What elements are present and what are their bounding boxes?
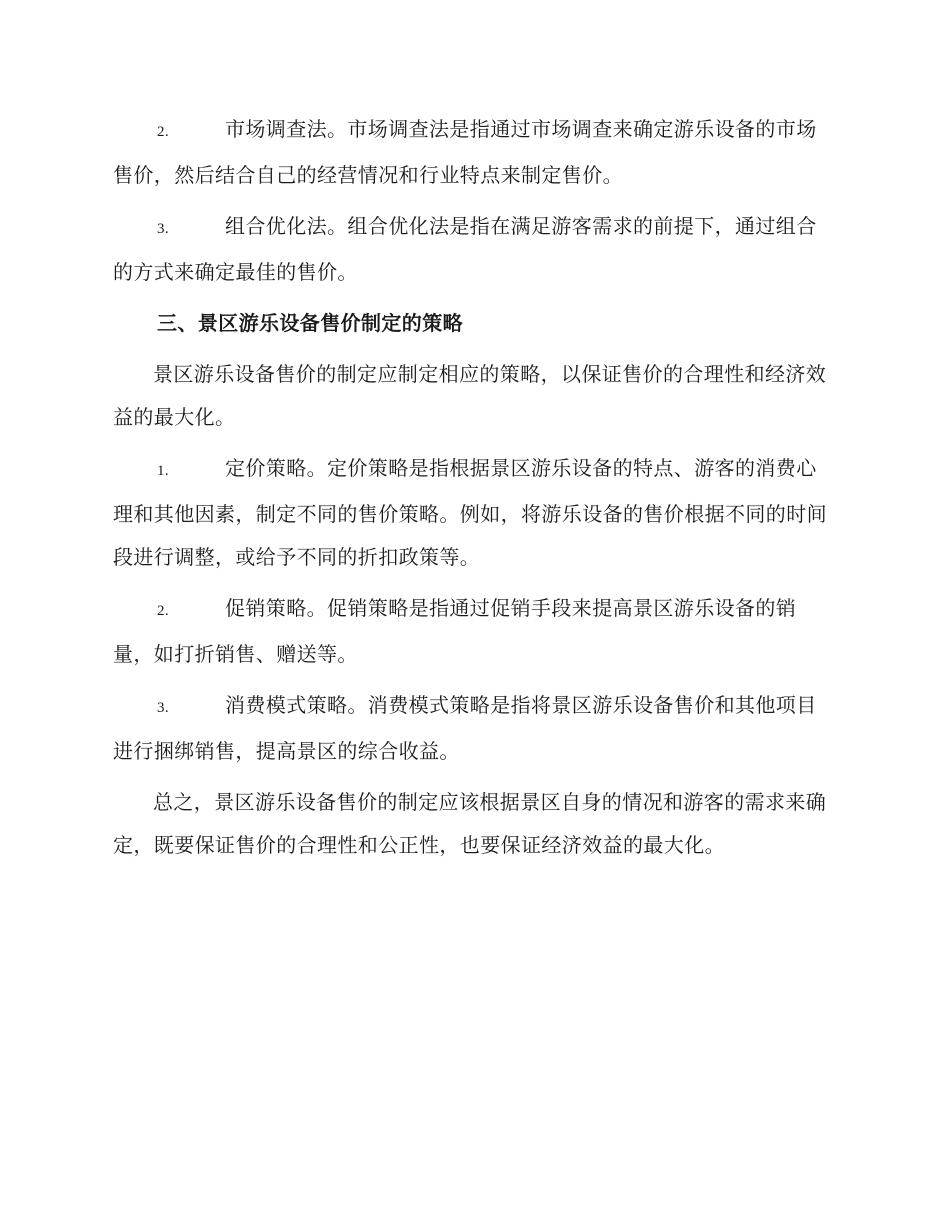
list-text: 促销策略。促销策略是指通过促销手段来提高景区游乐设备的销量，如打折销售、赠送等。 (113, 596, 797, 666)
list-item-pricing-strategy (113, 447, 833, 579)
section-heading: 三、景区游乐设备售价制定的策略 (157, 311, 463, 335)
list-number: 2. (157, 124, 170, 140)
document-body (113, 108, 833, 875)
list-item-consumption-model-strategy (113, 684, 833, 773)
list-number: 1. (157, 463, 170, 479)
list-number: 2. (157, 603, 170, 619)
paragraph-intro: 景区游乐设备售价的制定应制定相应的策略，以保证售价的合理性和经济效益的最大化。 (113, 362, 827, 429)
list-number: 3. (157, 700, 170, 716)
list-item-combination-optimization (113, 205, 833, 294)
paragraph-conclusion: 总之，景区游乐设备售价的制定应该根据景区自身的情况和游客的需求来确定，既要保证售价的合理性和公正性，也要保证经济效益的最大化。 (113, 790, 827, 857)
list-item-market-survey (113, 108, 833, 197)
list-item-promotion-strategy (113, 587, 833, 676)
list-text: 消费模式策略。消费模式策略是指将景区游乐设备售价和其他项目进行捆绑销售，提高景区的综合收益。 (113, 693, 817, 763)
list-number: 3. (157, 221, 170, 237)
list-text: 组合优化法。组合优化法是指在满足游客需求的前提下，通过组合的方式来确定最佳的售价。 (113, 214, 817, 284)
list-text: 定价策略。定价策略是指根据景区游乐设备的特点、游客的消费心理和其他因素，制定不同的售价策略。例如，将游乐设备的售价根据不同的时间段进行调整，或给予不同的折扣政策等。 (113, 456, 827, 569)
list-text: 市场调查法。市场调查法是指通过市场调查来确定游乐设备的市场售价，然后结合自己的经营情况和行业特点来制定售价。 (113, 117, 817, 187)
